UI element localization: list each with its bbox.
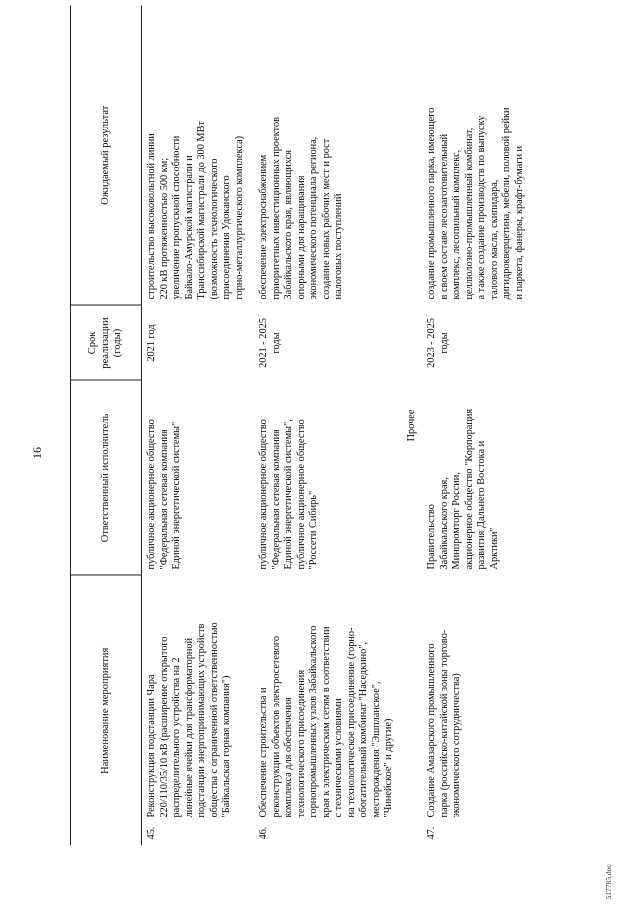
implementation-term: 2023 - 2025 годы [426,317,450,368]
row-number: 45. [146,826,157,839]
header-responsible: Ответственный исполнитель [71,380,142,575]
measures-table [70,5,534,845]
table-row [142,5,255,845]
implementation-term: 2021 - 2025 годы [258,317,282,368]
table-row [254,5,404,845]
page-number: 16 [30,446,44,459]
measure-name: Обеспечение строительства и реконструкции объектов электросетевого комплекса для обеспечения технологического присоединения горнопромышленных узлов Забайкальского края к электрическим сетям в соответствии с техническими условиями на технологическое присоединение (горно- обогатительный комбинат "Наседкино", месторождения "Эшпланское", "Чинейское" и другие) [258,625,394,817]
expected-result: обеспечение электроснабжением приоритетных инвестиционных проектов Забайкальского края, являющихся опорными для наращивания экономического потенциала региона, создание новых рабочих мест и рост налоговых поступлений [258,116,344,299]
section-title: Прочее [405,409,417,441]
row-number: 46. [258,826,269,839]
expected-result: строительство высоковольтной линии 220 кВ протяженностью 500 км; увеличение пропускной способности Байкало-Амурской магистрали и Транссибирской магистрали до 300 МВт (возможность технологического присоединения Удоканского горно-металлургического комплекса) [146,120,245,299]
document-file-code: 517785.doc [604,863,613,899]
expected-result: создание промышленного парка, имеющего в своем составе лесозаготовительный комплекс, лесопильный комплекс, целлюлозно-промышленный комбинат, а также создание производств по выпуску талового масла, скипидара, дигидрокверцетина, мебели, половой рейки и паркета, фанеры, крафт-бумаги и [426,106,525,299]
measure-name: Реконструкция подстанции Чара 220/110/35/10 кВ (расширение открытого распределительного устройства на 2 линейные ячейки для трансформаторной подстанции энергопринимающих устройств общества с ограниченной ответственностью "Байкальская горная компания") [146,621,232,817]
table-header-row [71,5,142,845]
header-expected-result: Ожидаемый результат [71,5,142,305]
row-number: 47. [426,826,437,839]
table-row [422,5,534,845]
implementation-term: 2021 год [146,323,157,362]
measure-name: Создание Амазарского промышленного парка (российско-китайской зоны торгово- экономического сотрудничества) [426,629,462,817]
header-measure-name: Наименование мероприятия [71,575,142,845]
section-heading-row [404,5,423,845]
responsible-executor: Правительство Забайкальского края, Минпромторг России, акционерное общество "Корпорация развития Дальнего Востока и Арктики" [426,408,500,569]
header-term: Срок реализации (годы) [71,305,142,380]
responsible-executor: публичное акционерное общество "Федеральная сетевая компания Единой энергетической системы" [146,418,182,569]
responsible-executor: публичное акционерное общество "Федеральная сетевая компания Единой энергетической системы", публичное акционерное общество "Россети Сибирь" [258,418,319,569]
